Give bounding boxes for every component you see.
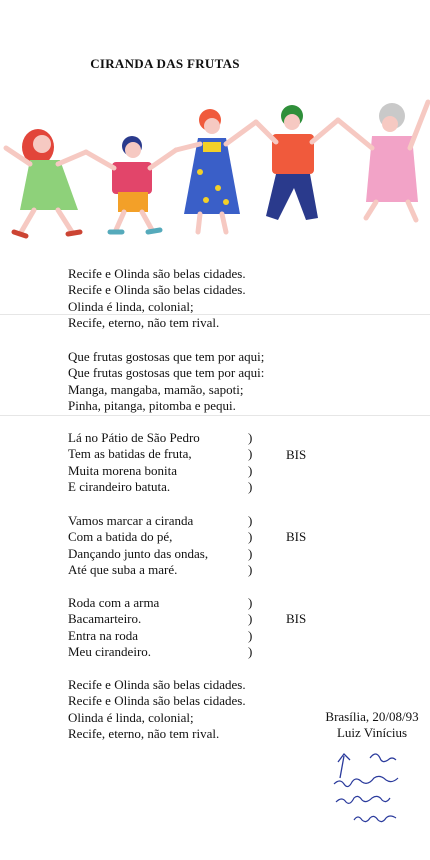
verse-line: Recife e Olinda são belas cidades.	[68, 282, 246, 298]
woman-floral-dress-figure	[176, 109, 256, 232]
handwritten-note	[330, 748, 430, 828]
verse-line: Roda com a arma	[68, 595, 160, 610]
verse-line: Recife, eterno, não tem rival.	[68, 725, 220, 741]
verse-line: Olinda é linda, colonial;	[68, 298, 194, 314]
faint-fold-line	[0, 415, 430, 416]
stanza-4	[68, 513, 208, 578]
poem-title: CIRANDA DAS FRUTAS	[90, 56, 240, 71]
author-name: Luiz Vinícius	[336, 725, 408, 741]
girl-green-dress-figure	[6, 129, 86, 236]
grandmother-pink-dress-figure	[338, 102, 428, 220]
place-date: Brasília, 20/08/93	[325, 709, 419, 724]
refrain-bracket: ) ) ) )	[248, 595, 253, 659]
boy-red-shirt-figure	[86, 136, 176, 232]
verse-line: Manga, mangaba, mamão, sapoti;	[68, 381, 244, 397]
stanza-3	[68, 430, 200, 495]
verse-line: Recife e Olinda são belas cidades.	[68, 677, 246, 692]
stanza-5	[68, 595, 159, 660]
verse-line: Vamos marcar a ciranda	[68, 513, 194, 528]
man-orange-shirt-figure	[256, 105, 338, 220]
verse-line: Dançando junto das ondas,	[68, 545, 209, 561]
verse-line: Tem as batidas de fruta,	[68, 446, 192, 462]
verse-line: Que frutas gostosas que tem por aqui:	[68, 365, 265, 381]
refrain-mark: BIS	[286, 447, 307, 462]
stanza-6	[68, 677, 246, 742]
dancing-children-illustration	[0, 92, 430, 252]
verse-line: E cirandeiro batuta.	[68, 478, 171, 494]
verse-line: Que frutas gostosas que tem por aqui;	[68, 349, 265, 364]
verse-line: Lá no Pátio de São Pedro	[68, 430, 200, 445]
refrain-bracket: ) ) ) )	[248, 430, 253, 494]
verse-line: Entra na roda	[68, 627, 139, 643]
verse-line: Recife e Olinda são belas cidades.	[68, 693, 246, 709]
verse-line: Muita morena bonita	[68, 462, 178, 478]
verse-line: Pinha, pitanga, pitomba e pequi.	[68, 397, 236, 413]
verse-line: Meu cirandeiro.	[68, 643, 152, 659]
refrain-mark: BIS	[286, 611, 307, 626]
verse-line: Até que suba a maré.	[68, 561, 178, 577]
verse-line: Bacamarteiro.	[68, 611, 142, 627]
stanza-1	[68, 266, 246, 331]
refrain-bracket: ) ) ) )	[248, 513, 253, 577]
verse-line: Recife, eterno, não tem rival.	[68, 314, 220, 330]
signature-block	[322, 709, 422, 742]
stanza-2	[68, 349, 264, 414]
verse-line: Recife e Olinda são belas cidades.	[68, 266, 246, 281]
verse-line: Olinda é linda, colonial;	[68, 709, 194, 725]
verse-line: Com a batida do pé,	[68, 529, 173, 545]
refrain-mark: BIS	[286, 529, 307, 544]
